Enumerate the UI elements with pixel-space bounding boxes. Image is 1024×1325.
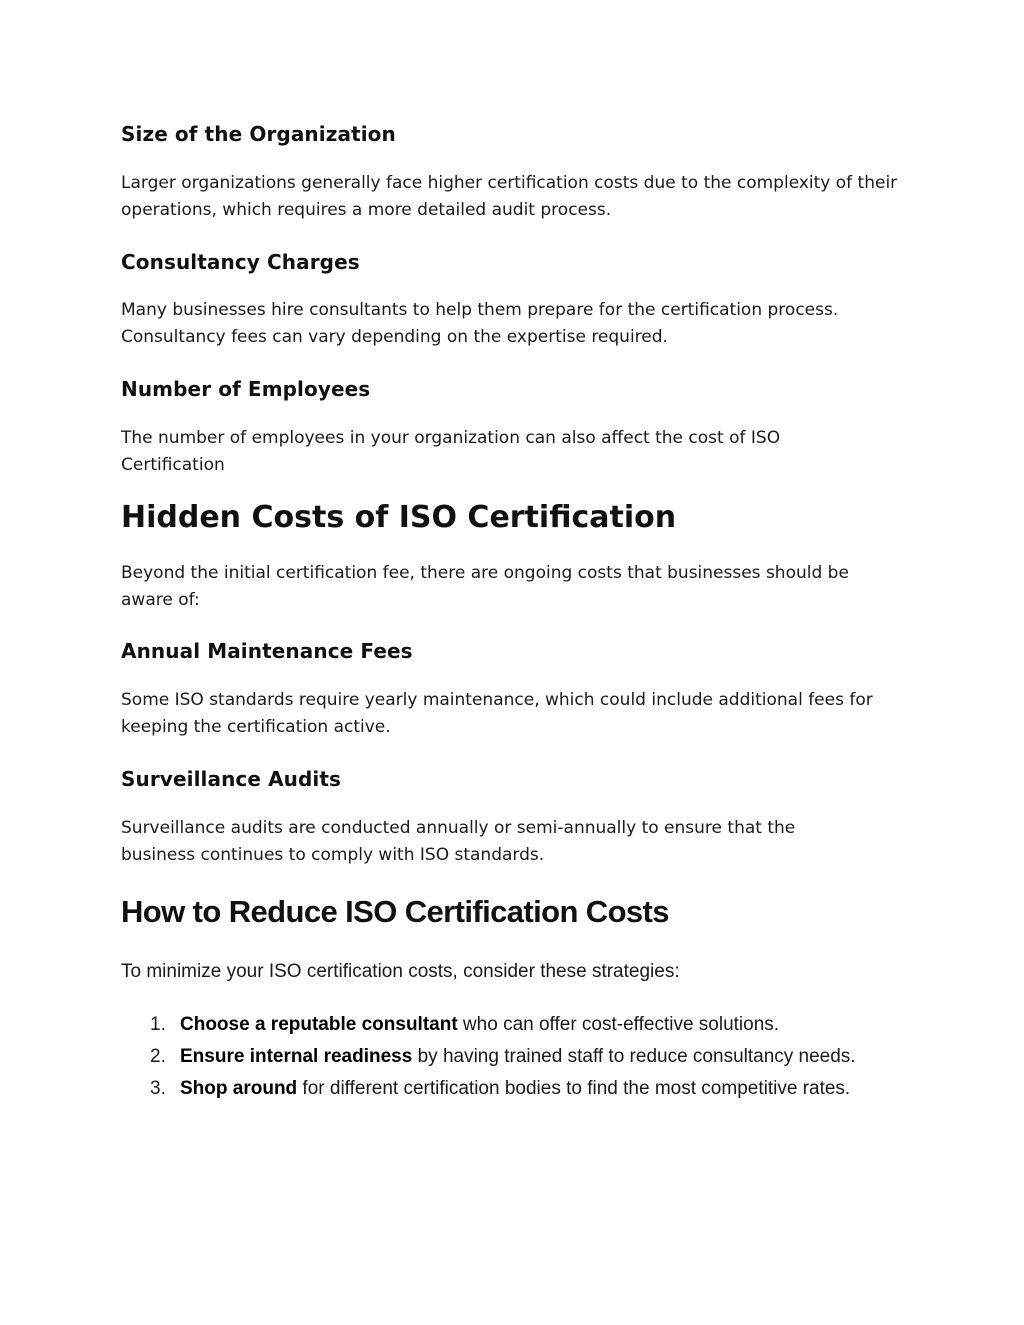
section-heading-surveillance: Surveillance Audits bbox=[121, 767, 342, 791]
strategies-list bbox=[121, 1009, 911, 1105]
section-heading-size: Size of the Organization bbox=[121, 122, 396, 146]
reduce-costs-intro: To minimize your ISO certification costs, consider these strategies: bbox=[121, 961, 680, 982]
section-heading-consultancy: Consultancy Charges bbox=[121, 250, 360, 274]
section-heading-employees: Number of Employees bbox=[121, 377, 371, 401]
section-body-maintenance: Some ISO standards require yearly maintenance, which could include additional fees for keeping the certification active. bbox=[121, 690, 873, 737]
strategy-number: 2. bbox=[150, 1046, 166, 1067]
strategy-text: who can offer cost-effective solutions. bbox=[457, 1014, 780, 1035]
section-body-employees: The number of employees in your organization can also affect the cost of ISO Certification bbox=[121, 428, 781, 475]
section-body-surveillance: Surveillance audits are conducted annually or semi-annually to ensure that the business continues to comply with ISO standards. bbox=[121, 818, 796, 865]
strategy-item bbox=[121, 1009, 870, 1041]
heading-reduce-costs: How to Reduce ISO Certification Costs bbox=[121, 894, 669, 929]
strategy-bold: Shop around bbox=[180, 1078, 298, 1099]
strategy-item bbox=[121, 1073, 870, 1105]
section-body-consultancy: Many businesses hire consultants to help them prepare for the certification process. Consultancy fees can vary depending on the expertise required. bbox=[121, 300, 839, 347]
strategy-bold: Choose a reputable consultant bbox=[180, 1014, 458, 1035]
strategy-number: 1. bbox=[150, 1014, 166, 1035]
section-heading-maintenance: Annual Maintenance Fees bbox=[121, 639, 413, 663]
strategy-item bbox=[121, 1041, 870, 1073]
strategy-text: for different certification bodies to find the most competitive rates. bbox=[297, 1078, 851, 1099]
strategy-number: 3. bbox=[150, 1078, 166, 1099]
hidden-costs-intro: Beyond the initial certification fee, there are ongoing costs that businesses should be aware of: bbox=[121, 563, 849, 610]
strategy-text: by having trained staff to reduce consultancy needs. bbox=[412, 1046, 856, 1067]
section-body-size: Larger organizations generally face higher certification costs due to the complexity of their operations, which requires a more detailed audit process. bbox=[121, 173, 898, 220]
strategy-bold: Ensure internal readiness bbox=[180, 1046, 413, 1067]
heading-hidden-costs: Hidden Costs of ISO Certification bbox=[121, 500, 677, 535]
